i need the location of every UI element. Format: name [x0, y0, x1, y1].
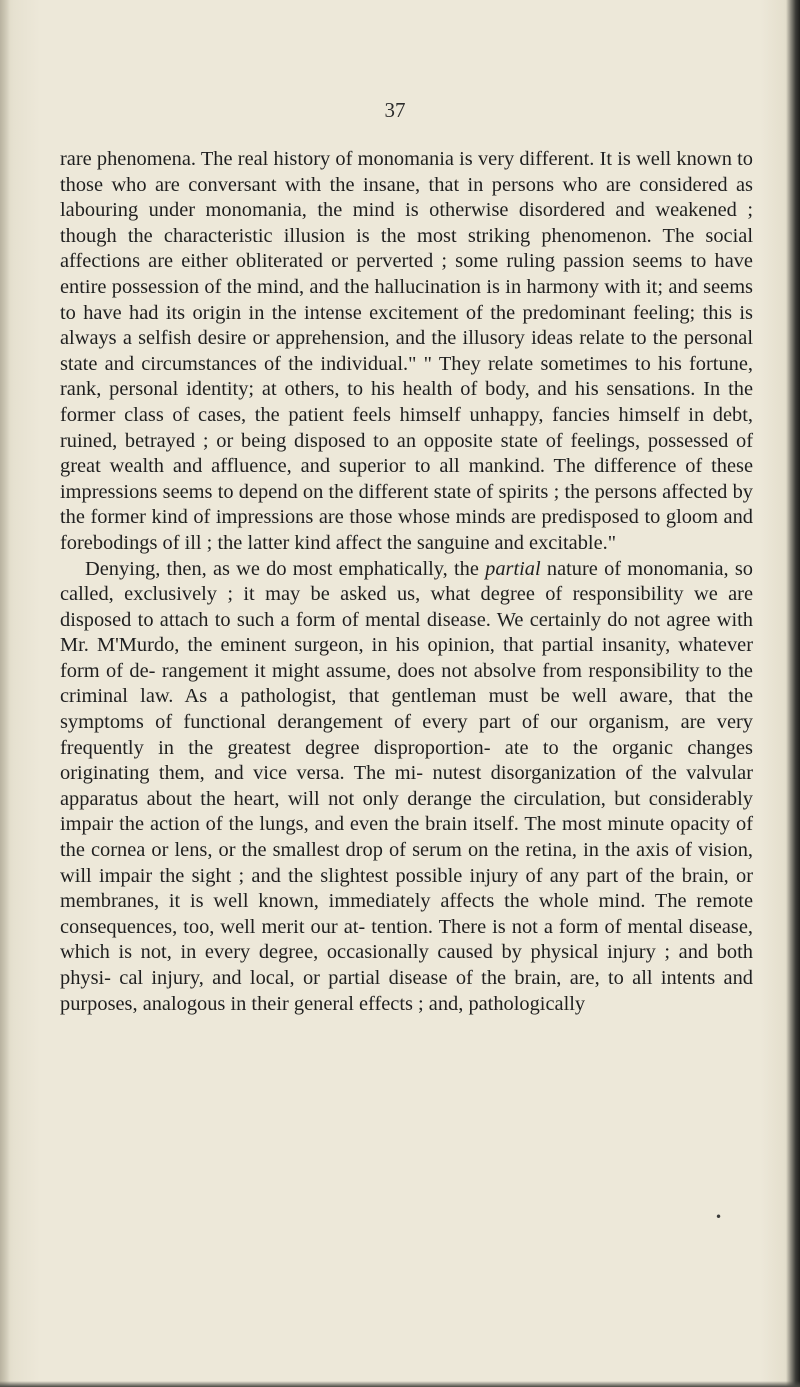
paragraph-2-before: Denying, then, as we do most emphatically, the [85, 557, 486, 580]
printer-speck: • [715, 1210, 723, 1224]
paragraph-2 [60, 557, 753, 1018]
body-text [60, 147, 753, 1017]
paragraph-2-italic: partial [485, 557, 541, 580]
page-edge-right [786, 0, 800, 1387]
paragraph-1: rare phenomena. The real history of monomania is very different. It is well known to those who are conversant with the insane, that in persons who are considered as labouring under monomania, the mind is otherwise disordered and weakened ; though the characteristic illusion is the most striking phenomenon. The social affections are either obliterated or perverted ; some ruling passion seems to have entire possession of the mind, and the hallucination is in harmony with it; and seems to have had its origin in the intense excitement of the predominant feeling; this is always a selfish desire or apprehension, and the illusory ideas relate to the personal state and circumstances of the individual." " They relate sometimes to his fortune, rank, personal identity; at others, to his health of body, and his sensations. In the former class of cases, the patient feels himself unhappy, fancies himself in debt, ruined, betrayed ; or being disposed to an opposite state of feelings, possessed of great wealth and affluence, and superior to all mankind. The difference of these impressions seems to depend on the different state of spirits ; the persons affected by the former kind of impressions are those whose minds are predisposed to gloom and forebodings of ill ; the latter kind affect the sanguine and excitable." [60, 148, 753, 554]
page-edge-bottom [0, 1381, 800, 1387]
paragraph-2-after: nature of monomania, so called, exclusively ; it may be asked us, what degree of responsibility we are disposed to attach to such a form of mental disease. We certainly do not agree with Mr. M'Murdo, the eminent surgeon, in his opinion, that partial insanity, whatever form of de- rangement it might assume, does not absolve from responsibility to the criminal law. As a pathologist, that gentleman must be well aware, that the symptoms of functional derangement of every part of our organism, are very frequently in the greatest degree disproportion- ate to the organic changes originating them, and vice versa. The mi- nutest disorganization of the valvular apparatus about the heart, will not only derange the circulation, but considerably impair the action of the lungs, and even the brain itself. The most minute opacity of the cornea or lens, or the smallest drop of serum on the retina, in the axis of vision, will impair the sight ; and the slightest possible injury of any part of the brain, or membranes, it is well known, immediately affects the whole mind. The remote consequences, too, well merit our at- tention. There is not a form of mental disease, which is not, in every degree, occasionally caused by physical injury ; and both physi- cal injury, and local, or partial disease of the brain, are, to all intents and purposes, analogous in their general effects ; and, pathologically [60, 557, 754, 1015]
page-number: 37 [384, 98, 406, 122]
gutter-shadow [0, 0, 10, 1387]
